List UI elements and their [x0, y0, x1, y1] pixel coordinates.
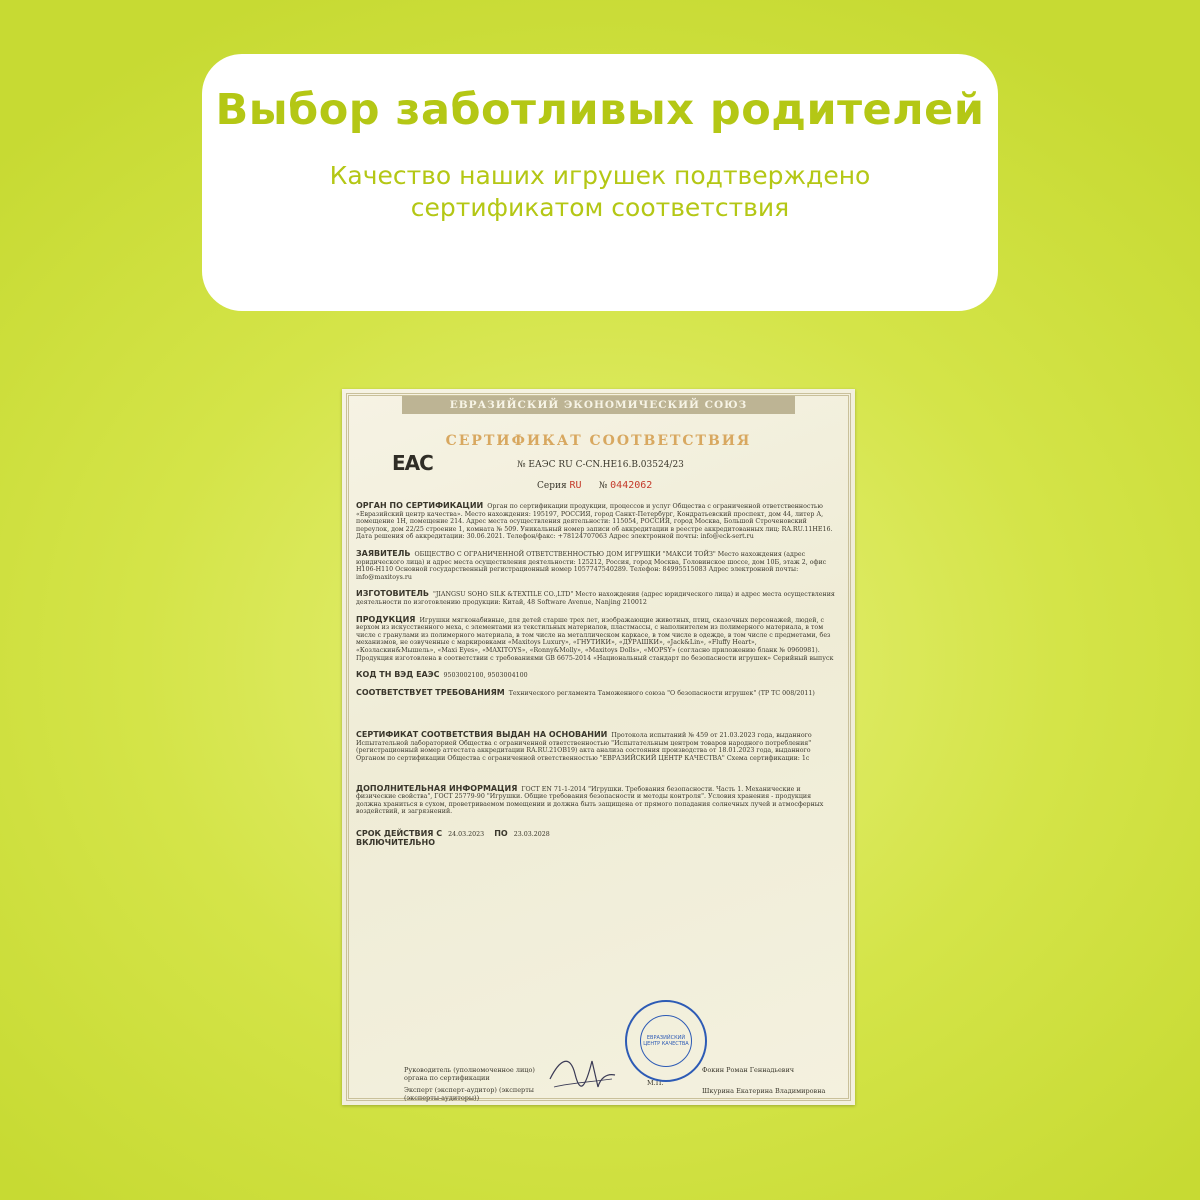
- cert-section: [356, 785, 836, 816]
- number-value: 0442062: [610, 480, 653, 491]
- cert-section-text: Технического регламента Таможенного союза "О безопасности игрушек" (ТР ТС 008/2011): [508, 689, 815, 697]
- cert-section-label: СЕРТИФИКАТ СООТВЕТСТВИЯ ВЫДАН НА ОСНОВАНИИ: [356, 730, 608, 740]
- cert-section: [356, 671, 836, 680]
- certificate-reg-number: № ЕАЭС RU C-CN.HE16.B.03524/23: [517, 460, 684, 470]
- cert-section: [356, 590, 836, 606]
- stamp-text: ЕВРАЗИЙСКИЙ ЦЕНТР КАЧЕСТВА: [640, 1015, 692, 1067]
- validity-label: СРОК ДЕЙСТВИЯ С: [356, 829, 443, 839]
- signature-icon: [540, 1049, 620, 1097]
- cert-section-text: Орган по сертификации продукции, процессов и услуг Общества с ограниченной ответственностью «Евразийский центр качества». Место нахождения: 195197, РОССИЯ, город Санкт-Петербург, Кондратьевский проспект, дом 44, литер А, помещение 1Н, помещение 214. Адрес места осуществления деятельности: 115054, РОССИЯ, город Москва, Большой Строченовский переулок, дом 22/25 строение 1, комната № 509. Уникальный номер записи об аккредитации в реестре аккредитованных лиц: RA.RU.11HE16. Дата решения об аккредитации: 30.06.2021. Телефон/факс: +78124707063 Адрес электронной почты: info@eck-sert.ru: [356, 503, 833, 541]
- cert-section-label: ПРОДУКЦИЯ: [356, 614, 416, 624]
- cert-section: [356, 550, 836, 581]
- cert-section: [356, 731, 836, 762]
- cert-section-text: ОБЩЕСТВО С ОГРАНИЧЕННОЙ ОТВЕТСТВЕННОСТЬЮ ДОМ ИГРУШКИ "МАКСИ ТОЙЗ" Место нахождения (адрес юридического лица) и адрес места осуществления деятельности: 125212, Россия, город Москва, Головинское шоссе, дом 10Б, этаж 2, офис Н106-Н110 Основной государственный регистрационный номер 1057747540289. Телефон: 84995515083 Адрес электронной почты: info@maxitoys.ru: [356, 550, 827, 581]
- certificate-series: [537, 480, 652, 491]
- cert-section: [356, 689, 836, 698]
- stamp-place-label: М.П.: [647, 1079, 664, 1087]
- signer-name: Фокин Роман Геннадьевич: [702, 1066, 795, 1074]
- cert-section-text: "JIANGSU SOHO SILK &TEXTILE CO.,LTD" Место нахождения (адрес юридического лица) и адрес места осуществления деятельности по изготовлению продукции: Китай, 48 Software Avenue, Nanjing 210012: [356, 591, 835, 606]
- cert-section: [356, 502, 836, 541]
- certificate-image: [342, 389, 855, 1105]
- cert-section-label: ДОПОЛНИТЕЛЬНАЯ ИНФОРМАЦИЯ: [356, 783, 518, 793]
- cert-section-label: ИЗГОТОВИТЕЛЬ: [356, 589, 429, 599]
- cert-section-label: КОД ТН ВЭД ЕАЭС: [356, 670, 440, 680]
- certificate-union-banner: ЕВРАЗИЙСКИЙ ЭКОНОМИЧЕСКИЙ СОЮЗ: [402, 396, 795, 414]
- validity-suffix: ВКЛЮЧИТЕЛЬНО: [356, 837, 435, 847]
- cert-validity: [356, 830, 836, 847]
- cert-section-text: 9503002100, 9503004100: [443, 672, 528, 680]
- series-value: RU: [569, 480, 582, 491]
- cert-section-text: Протокола испытаний № 459 от 21.03.2023 года, выданного Испытательной лабораторией Общества с ограниченной ответственностью "Испытательным центром товаров народного потребления" (регистрационный номер аттестата аккредитации RA.RU.21OB19) акта анализа состояния производства от 18.01.2023 года, выданного Органом по сертификации Общества с ограниченной ответственностью "ЕВРАЗИЙСКИЙ ЦЕНТР КАЧЕСТВА" Схема сертификации: 1с: [356, 732, 812, 763]
- cert-section-label: СООТВЕТСТВУЕТ ТРЕБОВАНИЯМ: [356, 687, 505, 697]
- validity-from: 24.03.2023: [448, 831, 485, 839]
- eac-logo-icon: EAC: [392, 451, 433, 475]
- seal-stamp-icon: [625, 1000, 707, 1082]
- certificate-title: СЕРТИФИКАТ СООТВЕТСТВИЯ: [445, 433, 752, 449]
- cert-section-text: ГОСТ EN 71-1-2014 "Игрушки. Требования безопасности. Часть 1. Механические и физические свойства", ГОСТ 25779-90 "Игрушки. Общие требования безопасности и методы контроля". Условия хранения - продукция должна храниться в сухом, проветриваемом помещении и должна быть защищена от прямого попадания солнечных лучей и атмосферных воздействий, и загрязнений.: [356, 785, 824, 816]
- number-label: №: [598, 481, 608, 491]
- signer-name: Шкурина Екатерина Владимировна: [702, 1087, 826, 1095]
- cert-section-label: ЗАЯВИТЕЛЬ: [356, 548, 411, 558]
- signer-role: Эксперт (эксперт-аудитор) (эксперты (эксперты-аудиторы)): [404, 1086, 534, 1102]
- cert-section-text: Игрушки мягконабивные, для детей старше трех лет, изображающие животных, птиц, сказочных персонажей, людей, с верхом из искусственного меха, с элементами из текстильных материалов, пластмассы, с наполнителем из полимерного материала, в том числе с гранулами из полимерного материала, в том числе на металлическом каркасе, в том числе в одежде, в том числе с предметами, без механизмов, не озвученные с маркировками «Maxitoys Luxury», «ГНУТИКИ», «ДУРАШКИ», «Jack&Lin», «Fluffy Heart», «Козласкин&Мышель», «Maxi Eyes», «MAXITOYS», «Ronny&Molly», «Maxitoys Dolls», «MOPSY» (согласно приложению бланк № 0960981). Продукция изготовлена в соответствии с требованиями GB 6675-2014 «Национальный стандарт по безопасности игрушек» Серийный выпуск: [356, 616, 834, 662]
- cert-section: [356, 616, 836, 663]
- certificate-body: [356, 502, 836, 856]
- validity-to-label: ПО: [494, 829, 508, 839]
- series-label: Серия: [537, 481, 567, 491]
- page-title: Выбор заботливых родителей: [215, 85, 985, 135]
- validity-to: 23.03.2028: [513, 831, 550, 839]
- cert-section-label: ОРГАН ПО СЕРТИФИКАЦИИ: [356, 501, 484, 510]
- header-card: [202, 54, 998, 311]
- page-subtitle: Качество наших игрушек подтверждено сертификатом соответствия: [329, 161, 871, 222]
- signer-role: Руководитель (уполномоченное лицо) органа по сертификации: [404, 1066, 535, 1082]
